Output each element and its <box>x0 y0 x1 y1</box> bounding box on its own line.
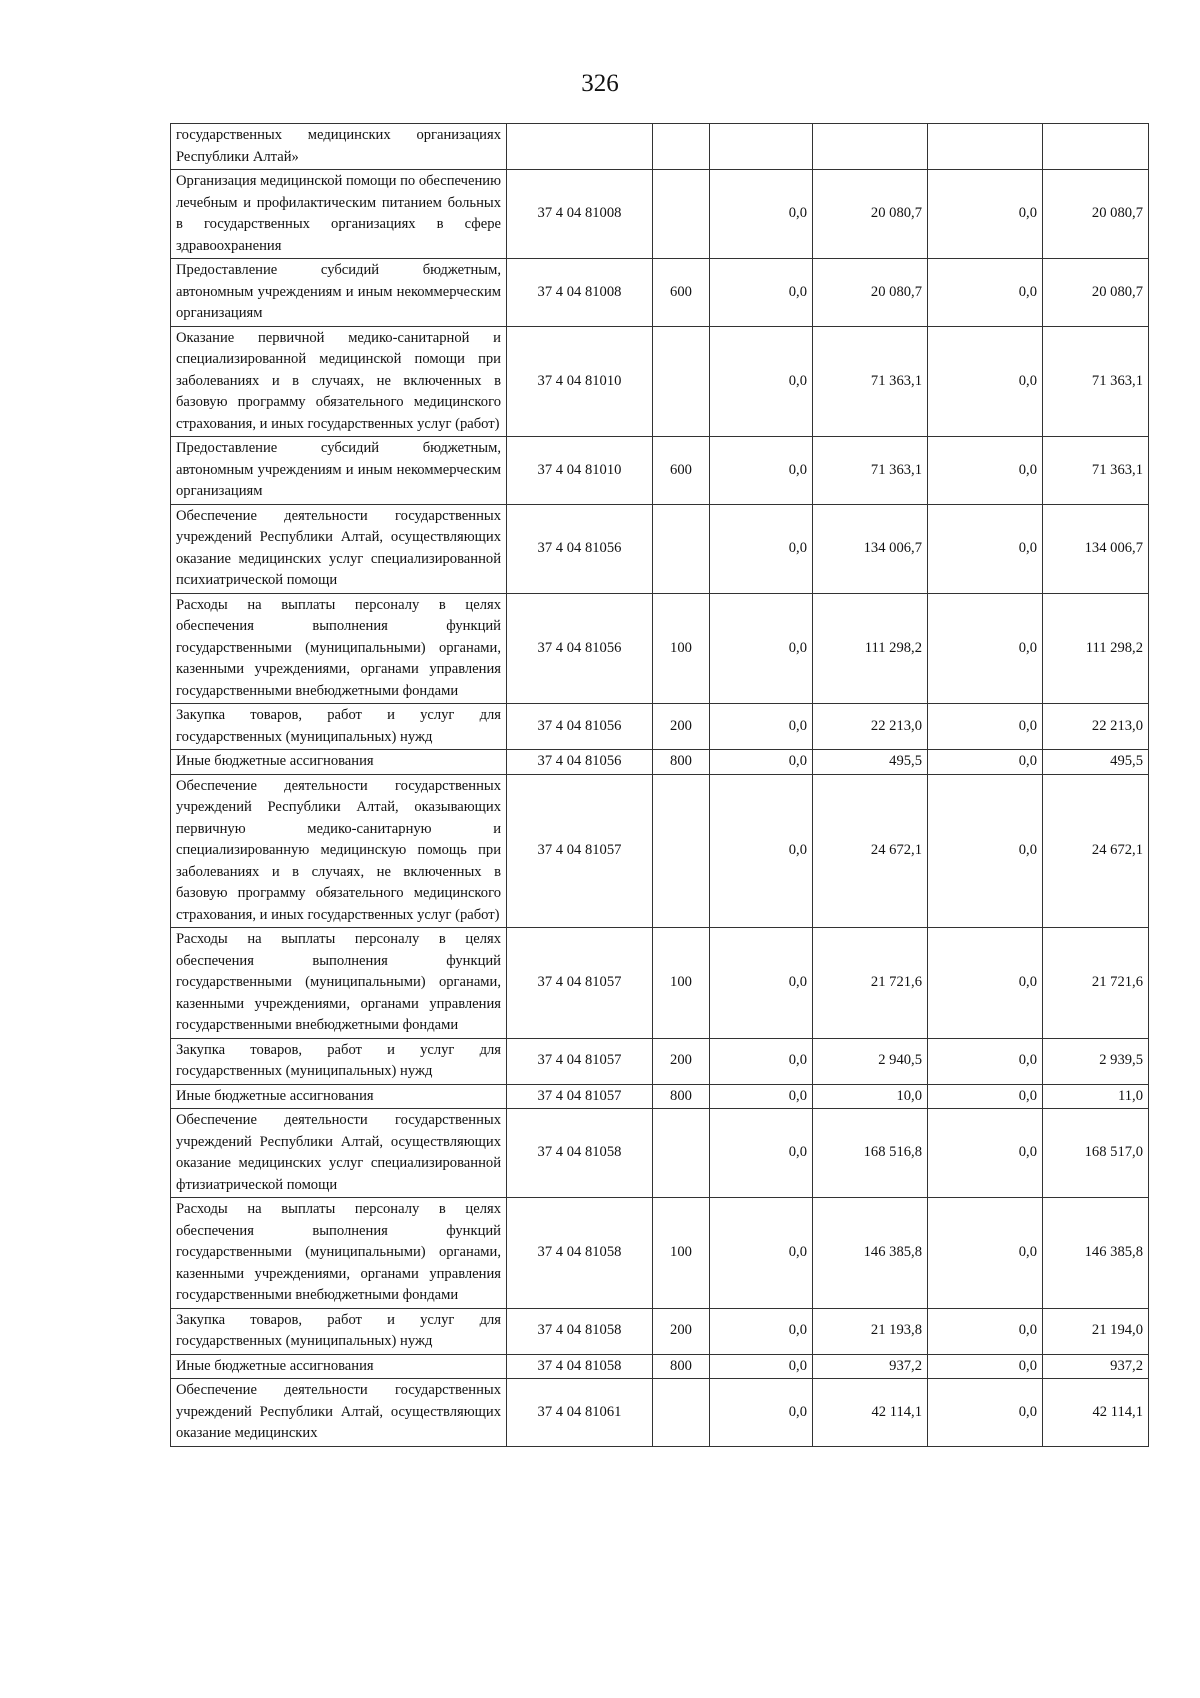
amount-cell-3: 0,0 <box>928 593 1043 704</box>
amount-cell-4: 937,2 <box>1043 1354 1149 1379</box>
amount-cell-1: 0,0 <box>710 1038 813 1084</box>
table-row <box>171 437 1149 505</box>
target-article-code-cell: 37 4 04 81008 <box>507 259 653 327</box>
amount-cell-4: 134 006,7 <box>1043 504 1149 593</box>
amount-cell-4: 21 194,0 <box>1043 1308 1149 1354</box>
amount-cell-2: 21 721,6 <box>813 928 928 1039</box>
expense-name-cell: Расходы на выплаты персоналу в целях обеспечения выполнения функций государственными (муниципальными) органами, казенными учреждениями, органами управления государственными внебюджетными фондами <box>171 928 507 1039</box>
table-row <box>171 1379 1149 1447</box>
amount-cell-1: 0,0 <box>710 1308 813 1354</box>
expense-type-cell <box>653 170 710 259</box>
expense-name-cell: Расходы на выплаты персоналу в целях обеспечения выполнения функций государственными (муниципальными) органами, казенными учреждениями, органами управления государственными внебюджетными фондами <box>171 593 507 704</box>
table-row <box>171 593 1149 704</box>
amount-cell-2: 71 363,1 <box>813 437 928 505</box>
expense-type-cell <box>653 1109 710 1198</box>
amount-cell-4: 20 080,7 <box>1043 170 1149 259</box>
expense-type-cell: 200 <box>653 1308 710 1354</box>
target-article-code-cell: 37 4 04 81056 <box>507 750 653 775</box>
expense-name-cell: Иные бюджетные ассигнования <box>171 1084 507 1109</box>
amount-cell-2: 71 363,1 <box>813 326 928 437</box>
target-article-code-cell: 37 4 04 81058 <box>507 1354 653 1379</box>
amount-cell-2: 168 516,8 <box>813 1109 928 1198</box>
amount-cell-1: 0,0 <box>710 774 813 928</box>
budget-table <box>170 123 1149 1447</box>
amount-cell-3: 0,0 <box>928 928 1043 1039</box>
target-article-code-cell: 37 4 04 81056 <box>507 593 653 704</box>
expense-name-cell: Иные бюджетные ассигнования <box>171 750 507 775</box>
amount-cell-2: 937,2 <box>813 1354 928 1379</box>
target-article-code-cell: 37 4 04 81057 <box>507 774 653 928</box>
amount-cell-4: 20 080,7 <box>1043 259 1149 327</box>
amount-cell-3: 0,0 <box>928 437 1043 505</box>
expense-type-cell: 800 <box>653 1354 710 1379</box>
amount-cell-3: 0,0 <box>928 1308 1043 1354</box>
amount-cell-1: 0,0 <box>710 928 813 1039</box>
expense-name-cell: Закупка товаров, работ и услуг для государственных (муниципальных) нужд <box>171 1308 507 1354</box>
amount-cell-2: 146 385,8 <box>813 1198 928 1309</box>
amount-cell-3: 0,0 <box>928 1198 1043 1309</box>
expense-name-cell: Закупка товаров, работ и услуг для государственных (муниципальных) нужд <box>171 704 507 750</box>
amount-cell-4: 11,0 <box>1043 1084 1149 1109</box>
expense-name-cell: государственных медицинских организациях Республики Алтай» <box>171 124 507 170</box>
amount-cell-3: 0,0 <box>928 170 1043 259</box>
table-row <box>171 774 1149 928</box>
amount-cell-4 <box>1043 124 1149 170</box>
amount-cell-3: 0,0 <box>928 1109 1043 1198</box>
table-row <box>171 750 1149 775</box>
table-row <box>171 704 1149 750</box>
amount-cell-2: 10,0 <box>813 1084 928 1109</box>
expense-name-cell: Обеспечение деятельности государственных учреждений Республики Алтай, осуществляющих оказание медицинских <box>171 1379 507 1447</box>
amount-cell-3: 0,0 <box>928 1379 1043 1447</box>
amount-cell-1: 0,0 <box>710 1084 813 1109</box>
expense-name-cell: Иные бюджетные ассигнования <box>171 1354 507 1379</box>
amount-cell-3 <box>928 124 1043 170</box>
target-article-code-cell <box>507 124 653 170</box>
expense-type-cell <box>653 1379 710 1447</box>
expense-name-cell: Предоставление субсидий бюджетным, автономным учреждениям и иным некоммерческим организациям <box>171 259 507 327</box>
amount-cell-3: 0,0 <box>928 1084 1043 1109</box>
amount-cell-1: 0,0 <box>710 259 813 327</box>
expense-type-cell: 200 <box>653 1038 710 1084</box>
expense-name-cell: Организация медицинской помощи по обеспечению лечебным и профилактическим питанием больных в государственных организациях в сфере здравоохранения <box>171 170 507 259</box>
amount-cell-1 <box>710 124 813 170</box>
amount-cell-4: 42 114,1 <box>1043 1379 1149 1447</box>
target-article-code-cell: 37 4 04 81058 <box>507 1198 653 1309</box>
expense-type-cell <box>653 124 710 170</box>
amount-cell-1: 0,0 <box>710 1109 813 1198</box>
expense-name-cell: Обеспечение деятельности государственных учреждений Республики Алтай, осуществляющих оказание медицинских услуг специализированной фтизиатрической помощи <box>171 1109 507 1198</box>
amount-cell-4: 495,5 <box>1043 750 1149 775</box>
amount-cell-2: 22 213,0 <box>813 704 928 750</box>
table-row <box>171 326 1149 437</box>
amount-cell-3: 0,0 <box>928 504 1043 593</box>
target-article-code-cell: 37 4 04 81057 <box>507 1038 653 1084</box>
expense-type-cell <box>653 504 710 593</box>
amount-cell-4: 2 939,5 <box>1043 1038 1149 1084</box>
target-article-code-cell: 37 4 04 81056 <box>507 504 653 593</box>
amount-cell-2: 2 940,5 <box>813 1038 928 1084</box>
target-article-code-cell: 37 4 04 81008 <box>507 170 653 259</box>
amount-cell-1: 0,0 <box>710 437 813 505</box>
expense-type-cell <box>653 326 710 437</box>
amount-cell-1: 0,0 <box>710 504 813 593</box>
amount-cell-2: 134 006,7 <box>813 504 928 593</box>
target-article-code-cell: 37 4 04 81061 <box>507 1379 653 1447</box>
target-article-code-cell: 37 4 04 81057 <box>507 1084 653 1109</box>
table-row <box>171 1354 1149 1379</box>
amount-cell-1: 0,0 <box>710 326 813 437</box>
amount-cell-1: 0,0 <box>710 593 813 704</box>
expense-type-cell: 600 <box>653 437 710 505</box>
amount-cell-4: 146 385,8 <box>1043 1198 1149 1309</box>
table-row <box>171 1038 1149 1084</box>
amount-cell-2: 42 114,1 <box>813 1379 928 1447</box>
target-article-code-cell: 37 4 04 81010 <box>507 437 653 505</box>
target-article-code-cell: 37 4 04 81058 <box>507 1109 653 1198</box>
amount-cell-3: 0,0 <box>928 326 1043 437</box>
table-row <box>171 1084 1149 1109</box>
amount-cell-1: 0,0 <box>710 1354 813 1379</box>
amount-cell-3: 0,0 <box>928 259 1043 327</box>
amount-cell-2: 20 080,7 <box>813 170 928 259</box>
amount-cell-1: 0,0 <box>710 1379 813 1447</box>
table-row <box>171 124 1149 170</box>
amount-cell-2: 111 298,2 <box>813 593 928 704</box>
amount-cell-1: 0,0 <box>710 750 813 775</box>
amount-cell-3: 0,0 <box>928 1038 1043 1084</box>
table-row <box>171 504 1149 593</box>
table-row <box>171 1109 1149 1198</box>
amount-cell-4: 22 213,0 <box>1043 704 1149 750</box>
expense-name-cell: Обеспечение деятельности государственных учреждений Республики Алтай, оказывающих первичную медико-санитарную и специализированную медицинскую помощь при заболеваниях и в случаях, не включенных в базовую программу обязательного медицинского страхования, и иных государственных услуг (работ) <box>171 774 507 928</box>
amount-cell-4: 71 363,1 <box>1043 326 1149 437</box>
amount-cell-4: 111 298,2 <box>1043 593 1149 704</box>
amount-cell-4: 24 672,1 <box>1043 774 1149 928</box>
expense-name-cell: Обеспечение деятельности государственных учреждений Республики Алтай, осуществляющих оказание медицинских услуг специализированной психиатрической помощи <box>171 504 507 593</box>
expense-type-cell: 600 <box>653 259 710 327</box>
table-row <box>171 170 1149 259</box>
amount-cell-2 <box>813 124 928 170</box>
expense-name-cell: Расходы на выплаты персоналу в целях обеспечения выполнения функций государственными (муниципальными) органами, казенными учреждениями, органами управления государственными внебюджетными фондами <box>171 1198 507 1309</box>
expense-name-cell: Оказание первичной медико-санитарной и специализированной медицинской помощи при заболеваниях и в случаях, не включенных в базовую программу обязательного медицинского страхования, и иных государственных услуг (работ) <box>171 326 507 437</box>
target-article-code-cell: 37 4 04 81056 <box>507 704 653 750</box>
target-article-code-cell: 37 4 04 81058 <box>507 1308 653 1354</box>
amount-cell-2: 20 080,7 <box>813 259 928 327</box>
amount-cell-3: 0,0 <box>928 1354 1043 1379</box>
amount-cell-4: 21 721,6 <box>1043 928 1149 1039</box>
expense-type-cell: 100 <box>653 928 710 1039</box>
amount-cell-1: 0,0 <box>710 1198 813 1309</box>
table-row <box>171 928 1149 1039</box>
page-number: 326 <box>581 70 619 97</box>
amount-cell-3: 0,0 <box>928 704 1043 750</box>
amount-cell-4: 168 517,0 <box>1043 1109 1149 1198</box>
amount-cell-2: 24 672,1 <box>813 774 928 928</box>
amount-cell-2: 495,5 <box>813 750 928 775</box>
amount-cell-1: 0,0 <box>710 704 813 750</box>
amount-cell-1: 0,0 <box>710 170 813 259</box>
expense-type-cell: 800 <box>653 750 710 775</box>
amount-cell-3: 0,0 <box>928 774 1043 928</box>
target-article-code-cell: 37 4 04 81010 <box>507 326 653 437</box>
table-row <box>171 1308 1149 1354</box>
expense-type-cell: 100 <box>653 593 710 704</box>
amount-cell-4: 71 363,1 <box>1043 437 1149 505</box>
table-row <box>171 259 1149 327</box>
amount-cell-3: 0,0 <box>928 750 1043 775</box>
expense-type-cell: 100 <box>653 1198 710 1309</box>
expense-type-cell <box>653 774 710 928</box>
expense-type-cell: 200 <box>653 704 710 750</box>
expense-name-cell: Предоставление субсидий бюджетным, автономным учреждениям и иным некоммерческим организациям <box>171 437 507 505</box>
expense-type-cell: 800 <box>653 1084 710 1109</box>
amount-cell-2: 21 193,8 <box>813 1308 928 1354</box>
expense-name-cell: Закупка товаров, работ и услуг для государственных (муниципальных) нужд <box>171 1038 507 1084</box>
target-article-code-cell: 37 4 04 81057 <box>507 928 653 1039</box>
table-row <box>171 1198 1149 1309</box>
